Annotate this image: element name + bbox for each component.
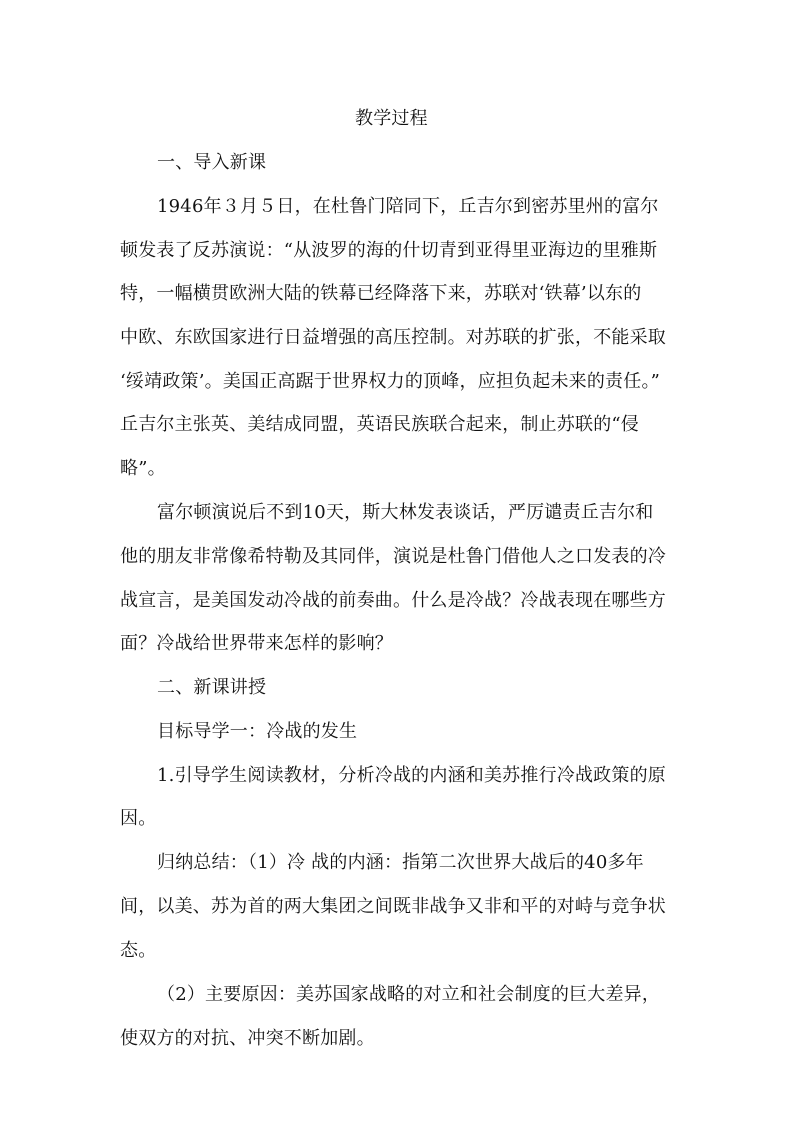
paragraph-2-line-4: 面？冷战给世界带来怎样的影响？ (120, 633, 393, 654)
paragraph-1-line-3: 特，一幅横贯欧洲大陆的铁幕已经降落下来，苏联对‘铁幕’以东的 (120, 283, 642, 304)
paragraph-1-line-7: 略”。 (120, 458, 166, 479)
paragraph-2-line-1: 富尔顿演说后不到10天，斯大林发表谈话，严厉谴责丘吉尔和 (157, 502, 654, 523)
paragraph-3-line-2: 因。 (120, 808, 157, 829)
subheading-goal-one: 目标导学一：冷战的发生 (157, 721, 358, 742)
paragraph-2-line-2: 他的朋友非常像希特勒及其同伴，演说是杜鲁门借他人之口发表的冷 (120, 546, 666, 567)
paragraph-4-line-1: 归纳总结：（1）冷 战的内涵：指第二次世界大战后的40多年 (157, 852, 644, 873)
paragraph-5-line-1: （2）主要原因：美苏国家战略的对立和社会制度的巨大差异， (157, 984, 661, 1005)
paragraph-1-line-6: 丘吉尔主张英、美结成同盟，英语民族联合起来，制止苏联的“侵 (120, 414, 639, 435)
section-heading-intro: 一、导入新课 (157, 152, 267, 173)
paragraph-4-line-3: 态。 (120, 940, 157, 961)
paragraph-2-line-3: 战宣言，是美国发动冷战的前奏曲。什么是冷战？冷战表现在哪些方 (120, 590, 666, 611)
paragraph-1-line-1: 1946年３月５日，在杜鲁门陪同下，丘吉尔到密苏里州的富尔 (157, 196, 659, 217)
document-title: 教学过程 (355, 108, 428, 129)
paragraph-1-line-5: ‘绥靖政策’。美国正高踞于世界权力的顶峰，应担负起未来的责任。” (120, 371, 661, 392)
section-heading-new-lesson: 二、新课讲授 (157, 677, 267, 698)
paragraph-5-line-2: 使双方的对抗、冲突不断加剧。 (120, 1028, 375, 1049)
paragraph-3-line-1: 1.引导学生阅读教材，分析冷战的内涵和美苏推行冷战政策的原 (157, 765, 666, 786)
paragraph-1-line-4: 中欧、东欧国家进行日益增强的高压控制。对苏联的扩张，不能采取 (120, 327, 666, 348)
paragraph-1-line-2: 顿发表了反苏演说：“从波罗的海的什切青到亚得里亚海边的里雅斯 (120, 240, 658, 261)
paragraph-4-line-2: 间，以美、苏为首的两大集团之间既非战争又非和平的对峙与竞争状 (120, 896, 666, 917)
